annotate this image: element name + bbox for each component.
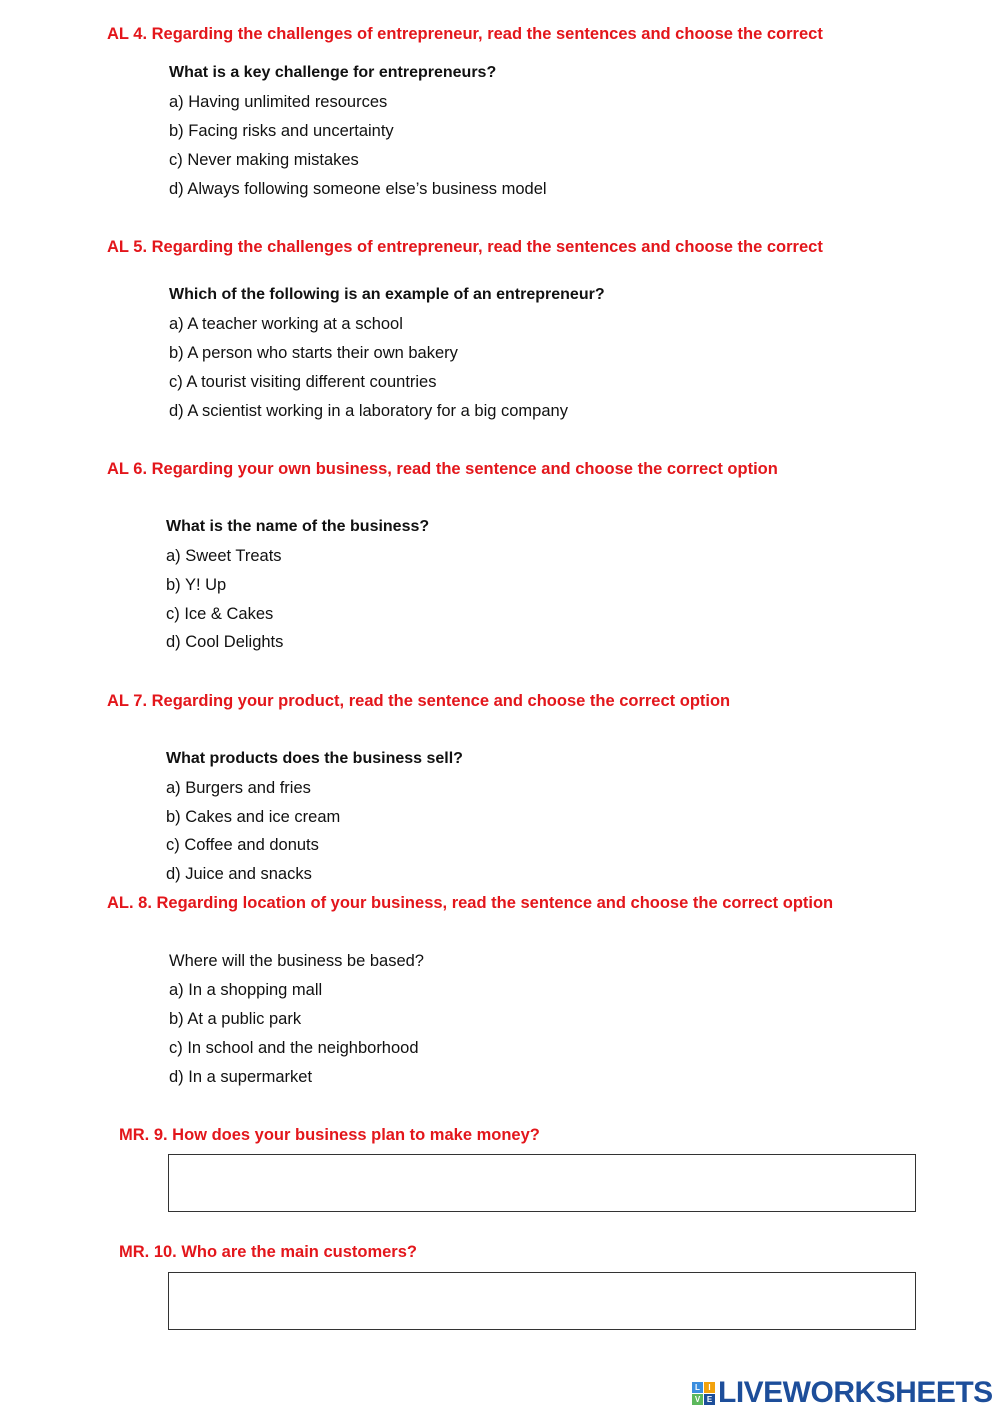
option-al7-c[interactable]: c) Coffee and donuts	[166, 836, 319, 854]
option-al5-b[interactable]: b) A person who starts their own bakery	[169, 344, 458, 362]
option-al8-d[interactable]: d) In a supermarket	[169, 1068, 313, 1086]
liveworksheets-logo	[692, 1376, 993, 1410]
answer-input-mr9[interactable]	[169, 1155, 915, 1211]
logo-icon-tile-e: E	[704, 1394, 715, 1405]
option-al6-d[interactable]: d) Cool Delights	[166, 633, 284, 651]
option-al5-c[interactable]: c) A tourist visiting different countries	[169, 373, 437, 391]
option-al8-b[interactable]: b) At a public park	[169, 1010, 302, 1028]
answer-input-mr10[interactable]	[169, 1273, 915, 1329]
option-al4-d[interactable]: d) Always following someone else’s business model	[169, 180, 547, 198]
answer-box-mr9[interactable]	[168, 1154, 916, 1212]
option-al4-a[interactable]: a) Having unlimited resources	[169, 93, 388, 111]
logo-text: LIVEWORKSHEETS	[718, 1376, 993, 1409]
question-heading-al6: AL 6. Regarding your own business, read the sentence and choose the correct option	[107, 460, 778, 478]
option-al6-c[interactable]: c) Ice & Cakes	[166, 605, 274, 623]
question-text-al4: What is a key challenge for entrepreneurs?	[169, 64, 497, 81]
question-text-al7: What products does the business sell?	[166, 750, 463, 767]
option-al7-a[interactable]: a) Burgers and fries	[166, 779, 311, 797]
question-text-al5: Which of the following is an example of an entrepreneur?	[169, 286, 605, 303]
option-al5-a[interactable]: a) A teacher working at a school	[169, 315, 403, 333]
question-heading-al7: AL 7. Regarding your product, read the sentence and choose the correct option	[107, 692, 731, 710]
question-heading-al8: AL. 8. Regarding location of your business, read the sentence and choose the correct option	[107, 894, 834, 912]
question-heading-mr9: MR. 9. How does your business plan to make money?	[119, 1126, 540, 1144]
question-heading-al5: AL 5. Regarding the challenges of entrepreneur, read the sentences and choose the correct	[107, 238, 823, 256]
logo-icon-tile-l: L	[692, 1382, 703, 1393]
option-al7-b[interactable]: b) Cakes and ice cream	[166, 808, 341, 826]
option-al7-d[interactable]: d) Juice and snacks	[166, 865, 312, 883]
question-heading-al4: AL 4. Regarding the challenges of entrepreneur, read the sentences and choose the correct	[107, 25, 823, 43]
question-text-al8: Where will the business be based?	[169, 952, 424, 970]
option-al4-b[interactable]: b) Facing risks and uncertainty	[169, 122, 394, 140]
logo-icon-tile-v: V	[692, 1394, 703, 1405]
option-al5-d[interactable]: d) A scientist working in a laboratory for a big company	[169, 402, 568, 420]
liveworksheets-logo-icon	[692, 1382, 715, 1405]
option-al4-c[interactable]: c) Never making mistakes	[169, 151, 359, 169]
option-al8-a[interactable]: a) In a shopping mall	[169, 981, 323, 999]
answer-box-mr10[interactable]	[168, 1272, 916, 1330]
option-al6-a[interactable]: a) Sweet Treats	[166, 547, 282, 565]
option-al6-b[interactable]: b) Y! Up	[166, 576, 227, 594]
logo-icon-tile-i: I	[704, 1382, 715, 1393]
option-al8-c[interactable]: c) In school and the neighborhood	[169, 1039, 419, 1057]
question-heading-mr10: MR. 10. Who are the main customers?	[119, 1243, 417, 1261]
question-text-al6: What is the name of the business?	[166, 518, 430, 535]
